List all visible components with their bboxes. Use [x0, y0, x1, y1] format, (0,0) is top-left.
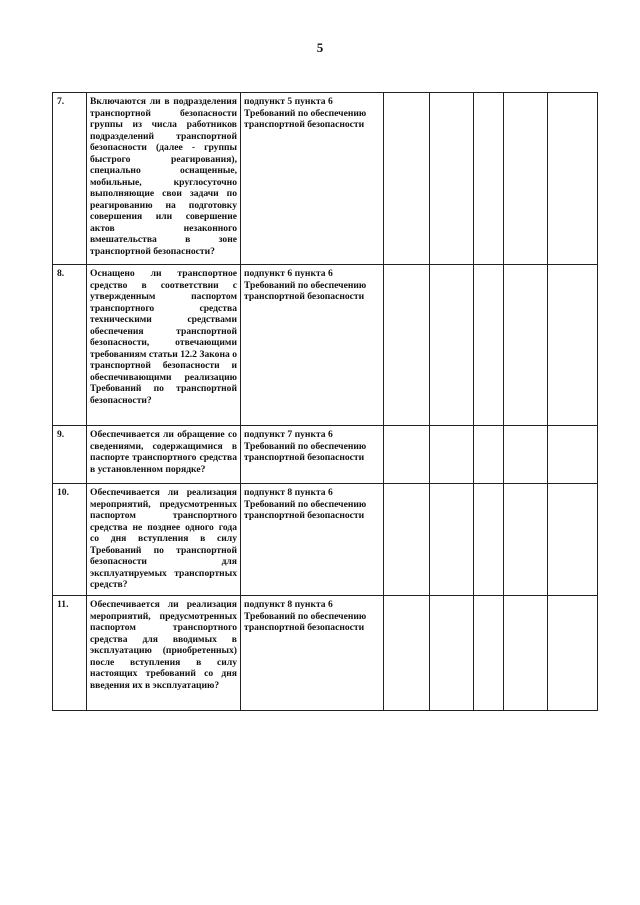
empty-cell — [548, 596, 598, 711]
empty-cell — [504, 93, 548, 265]
empty-cell — [504, 426, 548, 484]
question-text: Обеспечивается ли обращение со сведениями, содержащимися в паспорте транспортного средства в установленном порядке? — [87, 426, 241, 484]
table-row — [53, 596, 598, 711]
empty-cell — [430, 484, 474, 596]
empty-cell — [430, 265, 474, 426]
empty-cell — [548, 265, 598, 426]
empty-cell — [384, 93, 430, 265]
empty-cell — [474, 426, 504, 484]
empty-cell — [384, 265, 430, 426]
empty-cell — [548, 484, 598, 596]
empty-cell — [474, 484, 504, 596]
legal-reference: подпункт 6 пункта 6 Требований по обеспечению транспортной безопасности — [241, 265, 384, 426]
row-number: 8. — [53, 265, 87, 426]
table-row — [53, 484, 598, 596]
question-text: Обеспечивается ли реализация мероприятий, предусмотренных паспортом транспортного средства для вводимых в эксплуатацию (приобретенных) после вступления в силу настоящих требований со дня введения их в эксплуатацию? — [87, 596, 241, 711]
question-text: Обеспечивается ли реализация мероприятий, предусмотренных паспортом транспортного средства не позднее одного года со дня вступления в силу Требований по транспортной безопасности для эксплуатируемых транспортных средств? — [87, 484, 241, 596]
empty-cell — [384, 426, 430, 484]
row-number: 7. — [53, 93, 87, 265]
table-row — [53, 265, 598, 426]
empty-cell — [548, 93, 598, 265]
empty-cell — [504, 484, 548, 596]
empty-cell — [504, 265, 548, 426]
legal-reference: подпункт 7 пункта 6 Требований по обеспечению транспортной безопасности — [241, 426, 384, 484]
empty-cell — [474, 93, 504, 265]
checklist-table — [52, 92, 598, 711]
empty-cell — [504, 596, 548, 711]
row-number: 9. — [53, 426, 87, 484]
empty-cell — [430, 426, 474, 484]
empty-cell — [384, 484, 430, 596]
legal-reference: подпункт 8 пункта 6 Требований по обеспечению транспортной безопасности — [241, 596, 384, 711]
empty-cell — [474, 596, 504, 711]
empty-cell — [430, 596, 474, 711]
row-number: 11. — [53, 596, 87, 711]
empty-cell — [430, 93, 474, 265]
question-text: Оснащено ли транспортное средство в соответствии с утвержденным паспортом транспортного средства техническими средствами обеспечения транспортной безопасности, отвечающими требованиям статьи 12.2 Закона о транспортной безопасности и обеспечивающими реализацию Требований по транспортной безопасности? — [87, 265, 241, 426]
legal-reference: подпункт 5 пункта 6 Требований по обеспечению транспортной безопасности — [241, 93, 384, 265]
empty-cell — [474, 265, 504, 426]
question-text: Включаются ли в подразделения транспортной безопасности группы из числа работников подразделений транспортной безопасности (далее - группы быстрого реагирования), специально оснащенные, мобильные, круглосуточно выполняющие свои задачи по реагированию на подготовку совершения или совершение актов незаконного вмешательства в зоне транспортной безопасности? — [87, 93, 241, 265]
empty-cell — [548, 426, 598, 484]
row-number: 10. — [53, 484, 87, 596]
page-number: 5 — [316, 40, 324, 55]
table-row — [53, 93, 598, 265]
legal-reference: подпункт 8 пункта 6 Требований по обеспечению транспортной безопасности — [241, 484, 384, 596]
table-row — [53, 426, 598, 484]
empty-cell — [384, 596, 430, 711]
